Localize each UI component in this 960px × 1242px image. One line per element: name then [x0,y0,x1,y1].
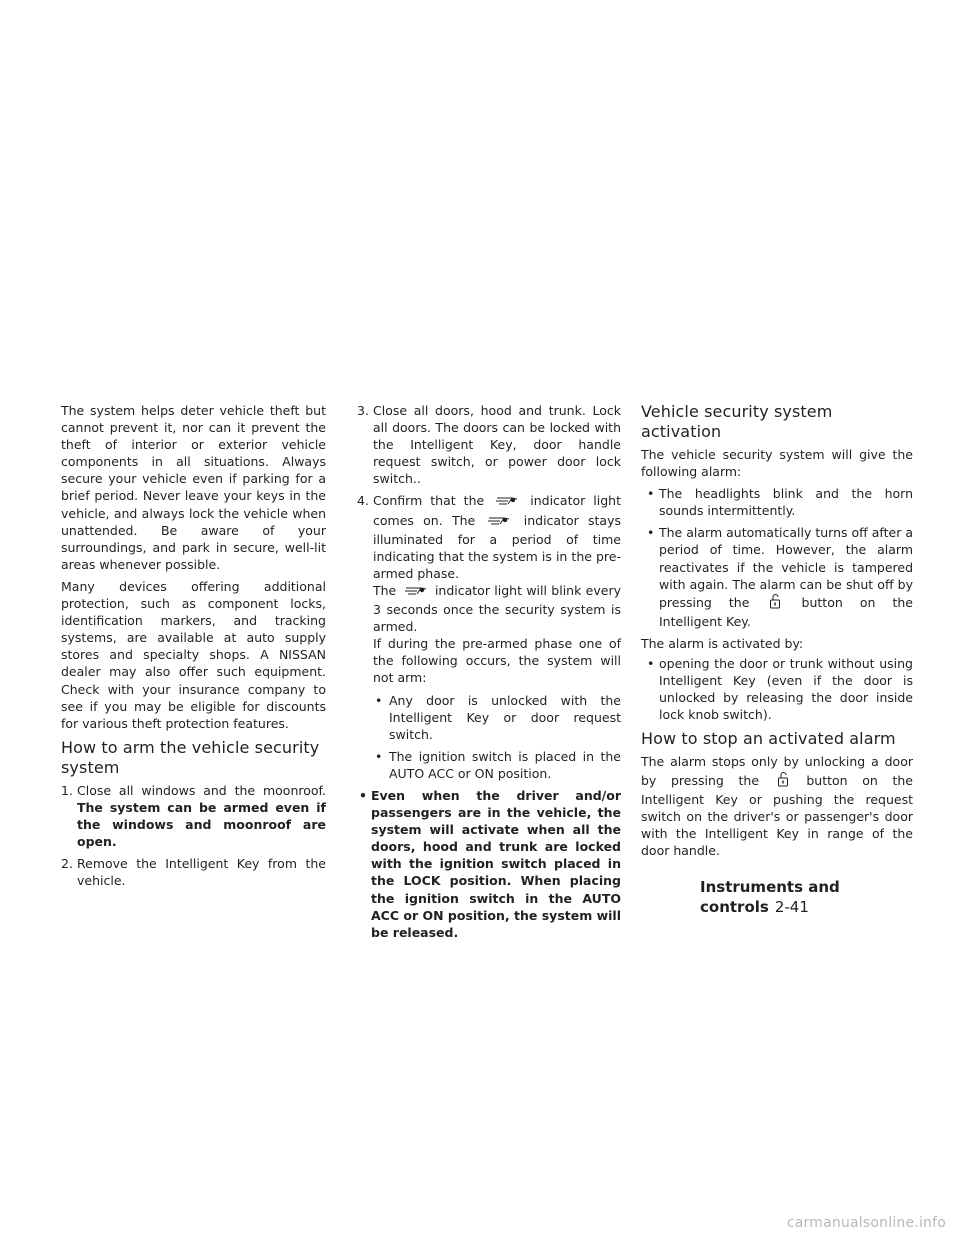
intro-paragraph-2: Many devices offering additional protection, such as component locks, identification markers, and tracking systems, are available at auto supply stores and specialty shops. A NISSAN dealer may also offer such equipment. Check with your insurance company to see if you may be eligible for discounts for various theft protection features. [61,578,326,731]
step-text: Confirm that the [373,493,485,509]
step-number: 4. [357,493,369,509]
step-text: indicator light will blink every 3 seconds once the security system is armed. [373,582,621,635]
page-number: 2-41 [774,898,809,916]
bullet-glyph: • [647,486,655,502]
alarm-bullet [645,524,913,630]
step-number: 1. [61,782,73,798]
stop-text: button on the Intelligent Key or pushing the request switch on the driver's or passenger's door with the Intelligent Key in range of the door handle. [641,772,913,858]
step-4-condition: If during the pre-armed phase one of the following occurs, the system will not arm: [373,636,621,686]
sub-bullet [373,748,621,782]
bullet-glyph: • [375,748,383,764]
alarm-bullet [645,485,913,519]
step-text: indicator light comes on. The [373,493,621,528]
alarm-bullet-text: The headlights blink and the horn sounds intermittently. [659,486,913,519]
step-1 [61,782,326,850]
activation-intro: The vehicle security system will give the following alarm: [641,447,913,480]
step-4 [357,492,621,686]
trigger-bullet [645,655,913,723]
alarm-bullet-text: button on the Intelligent Key. [659,594,913,629]
warning-bullet [357,787,621,941]
stop-paragraph [641,753,913,859]
heading-how-to-arm: How to arm the vehicle security system [61,737,320,777]
step-4-blink-line [373,582,621,635]
bullet-glyph: • [647,656,655,672]
step-2 [61,855,326,889]
sub-bullet-text: Any door is unlocked with the Intelligent Key or door request switch. [389,692,621,742]
watermark: carmanualsonline.info [786,1214,946,1231]
page-footer [700,877,920,916]
security-indicator-icon [403,584,429,601]
alarm-bullet-text: The alarm automatically turns off after a period of time. However, the alarm reactivates if the vehicle is tampered with again. The alarm can be shut off by pressing the [659,525,913,610]
step-number: 2. [61,856,73,872]
step-3 [357,402,621,487]
step-number: 3. [357,403,369,418]
step-text: Remove the Intelligent Key from the vehicle. [77,856,326,889]
security-indicator-icon [494,494,520,511]
intro-paragraph-1: The system helps deter vehicle theft but cannot prevent it, nor can it prevent the theft of interior or exterior vehicle components in all situations. Always secure your vehicle even if parking for a brief period. Never leave your keys in the vehicle, and always lock the vehicle when unattended. Be aware of your surroundings, and park in secure, well-lit areas whenever possible. [61,403,326,572]
step-text: indicator stays illuminated for a period of time indicating that the system is in the pre-armed phase. [373,512,621,581]
unlock-button-icon [776,771,790,791]
security-indicator-icon [486,514,512,531]
bullet-glyph: • [647,525,655,541]
section-title: Instruments and controls [700,878,840,916]
warning-text: Even when the driver and/or passengers are in the vehicle, the system will activate when all the doors, hood and trunk are locked with the ignition switch placed in the LOCK position. When placing the ignition switch in the AUTO ACC or ON position, the system will be released. [371,787,621,940]
middle-column [357,402,621,946]
bullet-glyph: • [359,787,367,803]
trigger-bullet-text: opening the door or trunk without using Intelligent Key (even if the door is unlocked by releasing the door inside lock knob switch). [659,656,913,723]
sub-bullet-text: The ignition switch is placed in the AUTO ACC or ON position. [389,748,621,781]
unlock-button-icon [768,593,782,613]
stop-text: The alarm stops only by unlocking a door by pressing the [641,754,913,788]
heading-stop-alarm: How to stop an activated alarm [641,729,896,749]
sub-bullet [373,692,621,743]
step-text: Close all doors, hood and trunk. Lock all doors. The doors can be locked with the Intelligent Key, door handle request switch, or power door lock switch.. [373,403,621,487]
left-column [61,402,326,894]
step-note-bold: The system can be armed even if the windows and moonroof are open. [77,799,326,850]
right-column [641,402,913,864]
step-text: Close all windows and the moonroof. [77,782,326,798]
step-text: The [373,582,397,598]
bullet-glyph: • [375,692,383,708]
heading-activation: Vehicle security system activation [641,402,833,441]
activated-by: The alarm is activated by: [641,635,804,651]
